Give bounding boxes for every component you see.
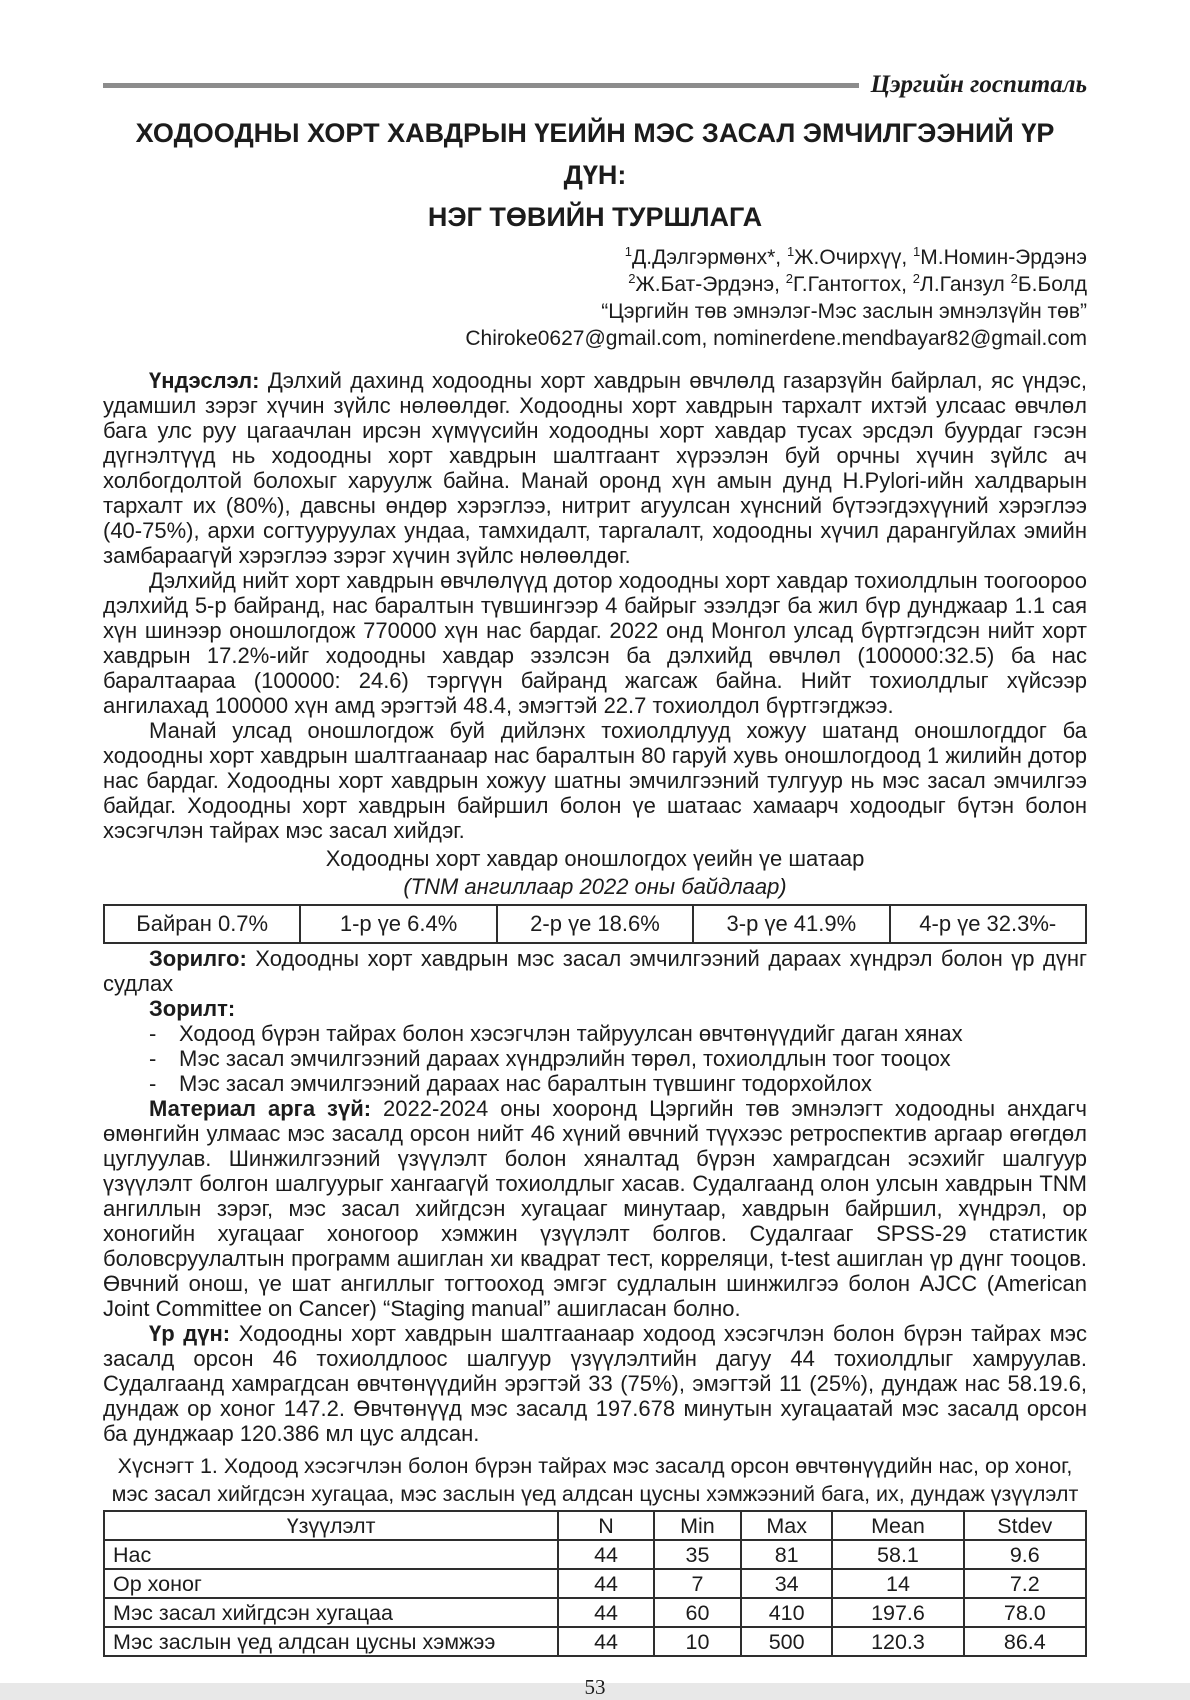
table-cell-indicator: Ор хоног: [104, 1569, 558, 1598]
bullet-text: Мэс засал эмчилгээний дараах хүндрэлийн төрөл, тохиолдлын тоог тооцох: [179, 1046, 951, 1071]
table-header-cell: Үзүүлэлт: [104, 1511, 558, 1540]
paragraph-tasks-label: [103, 996, 1087, 1021]
table-header-cell: Stdev: [964, 1511, 1086, 1540]
stage-cell: Байран 0.7%: [104, 905, 300, 943]
section-label-methods: Материал арга зүй:: [149, 1096, 372, 1121]
stage-cell: 4-р үе 32.3%-: [890, 905, 1086, 943]
table-header-cell: Max: [741, 1511, 832, 1540]
table-cell-value: 44: [558, 1627, 654, 1656]
bullet-dash: -: [149, 1071, 157, 1096]
table-header-row: [104, 1511, 1086, 1540]
stage-cell: 2-р үе 18.6%: [497, 905, 693, 943]
author-line: $^1$Д.Дэлгэрмөнх*, $^1$Ж.Очирхүү, $^1$М.Номин-Эрдэнэ: [624, 244, 1087, 269]
table-cell-value: 7.2: [964, 1569, 1086, 1598]
table-row: [104, 1627, 1086, 1656]
table-cell-value: 197.6: [832, 1598, 963, 1627]
header-rule: [103, 83, 859, 88]
table-cell-value: 58.1: [832, 1540, 963, 1569]
paragraph-goal: [103, 946, 1087, 996]
paragraph-local-context-text: Манай улсад оношлогдож буй дийлэнх тохиолдлууд хожуу шатанд оношлогддог ба ходоодны хорт хавдрын шалтгаанаар нас баралтын 80 гаруй хувь оношлогдоод 1 жилийн дотор нас бардаг. Ходоодны хорт хавдрын хожуу шатны эмчилгээний тулгуур нь мэс засал эмчилгээ байдаг. Ходоодны хорт хавдрын байршил болон үе шатаас хамаарч ходоодыг бүтэн болон хэсэгчлэн тайрах мэс засал хийдэг.: [103, 718, 1087, 843]
table-row: [104, 1569, 1086, 1598]
section-label-background: Үндэслэл:: [149, 368, 260, 393]
author-affiliation-sup: 2: [912, 271, 921, 286]
author-affiliation-sup: 1: [786, 244, 795, 259]
section-label-goal: Зорилго:: [149, 946, 247, 971]
section-label-tasks: Зорилт:: [149, 996, 236, 1021]
bullet-item: [103, 1071, 1087, 1096]
bullet-item: [103, 1046, 1087, 1071]
table-cell-value: 86.4: [964, 1627, 1086, 1656]
page-number: 53: [584, 1675, 606, 1699]
paragraph-results: [103, 1321, 1087, 1446]
paragraph-methods: [103, 1096, 1087, 1321]
table-cell-indicator: Мэс засал хийгдсэн хугацаа: [104, 1598, 558, 1627]
table-cell-value: 120.3: [832, 1627, 963, 1656]
author-affiliation-sup: 2: [1010, 271, 1018, 286]
table-header-cell: Mean: [832, 1511, 963, 1540]
bullet-text: Мэс засал эмчилгээний дараах нас баралтын түвшинг тодорхойлох: [179, 1071, 872, 1096]
table-cell-value: 14: [832, 1569, 963, 1598]
stage-table-row: [104, 905, 1086, 943]
table-cell-value: 60: [654, 1598, 741, 1627]
table-header-cell: N: [558, 1511, 654, 1540]
table-cell-indicator: Нас: [104, 1540, 558, 1569]
section-label-results: Үр дүн:: [149, 1321, 231, 1346]
author-line: “Цэргийн төв эмнэлэг-Мэс заслын эмнэлзүйн төв”: [601, 300, 1087, 323]
table-cell-value: 9.6: [964, 1540, 1086, 1569]
author-affiliation-sup: 2: [785, 271, 793, 286]
data-table-1: [103, 1510, 1087, 1657]
page-header: [103, 70, 1087, 100]
paragraph-local-context: [103, 718, 1087, 843]
table1-caption: Хүснэгт 1. Ходоод хэсэгчлэн болон бүрэн тайрах мэс засалд орсон өвчтөнүүдийн нас, ор хоног, мэс засал хийгдсэн хугацаа, мэс заслын үед алдсан цусны хэмжээний бага, их, дундаж үзүүлэлт: [111, 1454, 1079, 1506]
stage-table-subcaption: (TNM ангиллаар 2022 оны байдлаар): [403, 874, 787, 899]
bullet-item: [103, 1021, 1087, 1046]
bullet-text: Ходоод бүрэн тайрах болон хэсэгчлэн тайруулсан өвчтөнүүдийг даган хянах: [179, 1021, 963, 1046]
table-cell-value: 44: [558, 1598, 654, 1627]
stage-table: [103, 904, 1087, 944]
table-cell-value: 81: [741, 1540, 832, 1569]
article-title-line-1: ХОДООДНЫ ХОРТ ХАВДРЫН ҮЕИЙН МЭС ЗАСАЛ ЭМЧИЛГЭЭНИЙ ҮР ДҮН:: [135, 118, 1055, 190]
paragraph-goal-text: Ходоодны хорт хавдрын мэс засал эмчилгээний дараах хүндрэл болон үр дүнг судлах: [103, 946, 1087, 996]
author-affiliation-sup: 1: [913, 244, 921, 259]
author-affiliation-sup: 1: [624, 244, 633, 259]
table-cell-value: 44: [558, 1540, 654, 1569]
table-cell-value: 44: [558, 1569, 654, 1598]
table-cell-value: 410: [741, 1598, 832, 1627]
table-cell-indicator: Мэс заслын үед алдсан цусны хэмжээ: [104, 1627, 558, 1656]
paragraph-background: [103, 368, 1087, 568]
article-title: [103, 112, 1087, 238]
author-line: $^2$Ж.Бат-Эрдэнэ, $^2$Г.Гантогтох, $^2$Л.Ганзул $^2$Б.Болд: [628, 271, 1087, 296]
authors-block: [103, 244, 1087, 352]
table-cell-value: 35: [654, 1540, 741, 1569]
author-affiliation-sup: 2: [628, 271, 636, 286]
table-header-cell: Min: [654, 1511, 741, 1540]
stage-cell: 3-р үе 41.9%: [693, 905, 889, 943]
paragraph-methods-text: 2022-2024 оны хооронд Цэргийн төв эмнэлэгт ходоодны анхдагч өмөнгийн улмаас мэс засалд орсон нийт 46 хүний өвчний түүхээс ретроспектив аргаар өгөгдөл цуглуулав. Шинжилгээний үзүүлэлт болон хяналтад бүрэн хамрагдсан эсэхийг шалгуур үзүүлэлт болгон шалгуурыг хангаагүй тохиолдлыг хасав. Судалгаанд олон улсын хавдрын TNM ангиллын зэрэг, мэс засал хийгдсэн хугацааг минутаар, хавдрын байршил, хүндрэл, ор хоногийн хугацааг хоногоор хэмжин үзүүлэлт болгов. Судалгааг SPSS-29 статистик боловсруулалтын программ ашиглан хи квадрат тест, корреляци, t-test ашиглан үр дүнг тооцов. Өвчний онош, үе шат ангиллыг тогтооход эмгэг судлалын шинжилгээ болон AJCC (American Joint Committee on Cancer) “Staging manual” ашигласан болно.: [103, 1096, 1087, 1321]
bullet-dash: -: [149, 1021, 157, 1046]
paragraph-epidemiology-text: Дэлхийд нийт хорт хавдрын өвчлөлүүд дотор ходоодны хорт хавдар тохиолдлын тоогоороо дэлхийд 5-р байранд, нас баралтын түвшингээр 4 байрыг эзэлдэг ба жил бүр дунджаар 1.1 сая хүн шинээр оношлогдож 770000 хүн нас бардаг. 2022 онд Монгол улсад бүртгэгдсэн нийт хорт хавдрын 17.2%-ийг ходоодны хавдар эзэлсэн ба дэлхийд өвчлөл (100000:32.5) ба нас баралтаараа (100000: 24.6) тэргүүн байранд жагсаж байна. Нийт тохиолдлыг хүйсээр ангилахад 100000 хүн амд эрэгтэй 48.4, эмэгтэй 22.7 тохиолдол бүртгэгджээ.: [103, 568, 1087, 718]
tasks-bullet-list: [103, 1021, 1087, 1096]
journal-name: Цэргийн госпиталь: [870, 71, 1087, 98]
stage-table-caption: Ходоодны хорт хавдар оношлогдох үеийн үе шатаар: [325, 846, 865, 871]
article-title-line-2: НЭГ ТӨВИЙН ТУРШЛАГА: [427, 202, 763, 232]
author-line: Chiroke0627@gmail.com, nominerdene.mendbayar82@gmail.com: [465, 327, 1087, 350]
table-cell-value: 7: [654, 1569, 741, 1598]
table-row: [104, 1540, 1086, 1569]
paragraph-background-text: Дэлхий дахинд ходоодны хорт хавдрын өвчлөлд газарзүйн байрлал, яс үндэс, удамшил зэрэг хүчин зүйлс нөлөөлдөг. Ходоодны хорт хавдрын тархалт ихтэй улсаас өвчлөл бага улс руу цагаачлан ирсэн хүмүүсийн ходоодны хорт хавдар тусах эрсдэл буурдаг гэсэн дүгнэлтүүд нь ходоодны хорт хавдрын шалтгаант хүрээлэн буй орчны хүчин зүйлс ач холбогдолтой болохыг харуулж байна. Манай оронд хүн амын дунд H.Pylori-ийн халдварын тархалт их (80%), давсны өндөр хэрэглээ, нитрит агуулсан хүнсний бүтээгдэхүүний хэрэглээ (40-75%), архи согтууруулах ундаа, тамхидалт, таргалалт, ходоодны хүчил дарангуйлах эмийн замбараагүй хэрэглээ зэрэг хүчин зүйлс нөлөөлдөг.: [103, 368, 1087, 568]
table-cell-value: 78.0: [964, 1598, 1086, 1627]
table-cell-value: 10: [654, 1627, 741, 1656]
paragraph-results-text: Ходоодны хорт хавдрын шалтгаанаар ходоод хэсэгчлэн болон бүрэн тайрах мэс засалд орсон 46 тохиолдлоос шалгуур үзүүлэлтийн дагуу 44 тохиолдлыг хамруулав. Судалгаанд хамрагдсан өвчтөнүүдийн эрэгтэй 33 (75%), эмэгтэй 11 (25%), дундаж нас 58.19.6, дундаж ор хоног 147.2. Өвчтөнүүд мэс засалд 197.678 минутын хугацаатай мэс засалд орсон ба дунджаар 120.386 мл цус алдсан.: [103, 1321, 1087, 1446]
table-row: [104, 1598, 1086, 1627]
table-cell-value: 34: [741, 1569, 832, 1598]
stage-cell: 1-р үе 6.4%: [300, 905, 496, 943]
paragraph-epidemiology: [103, 568, 1087, 718]
table-cell-value: 500: [741, 1627, 832, 1656]
bullet-dash: -: [149, 1046, 157, 1071]
